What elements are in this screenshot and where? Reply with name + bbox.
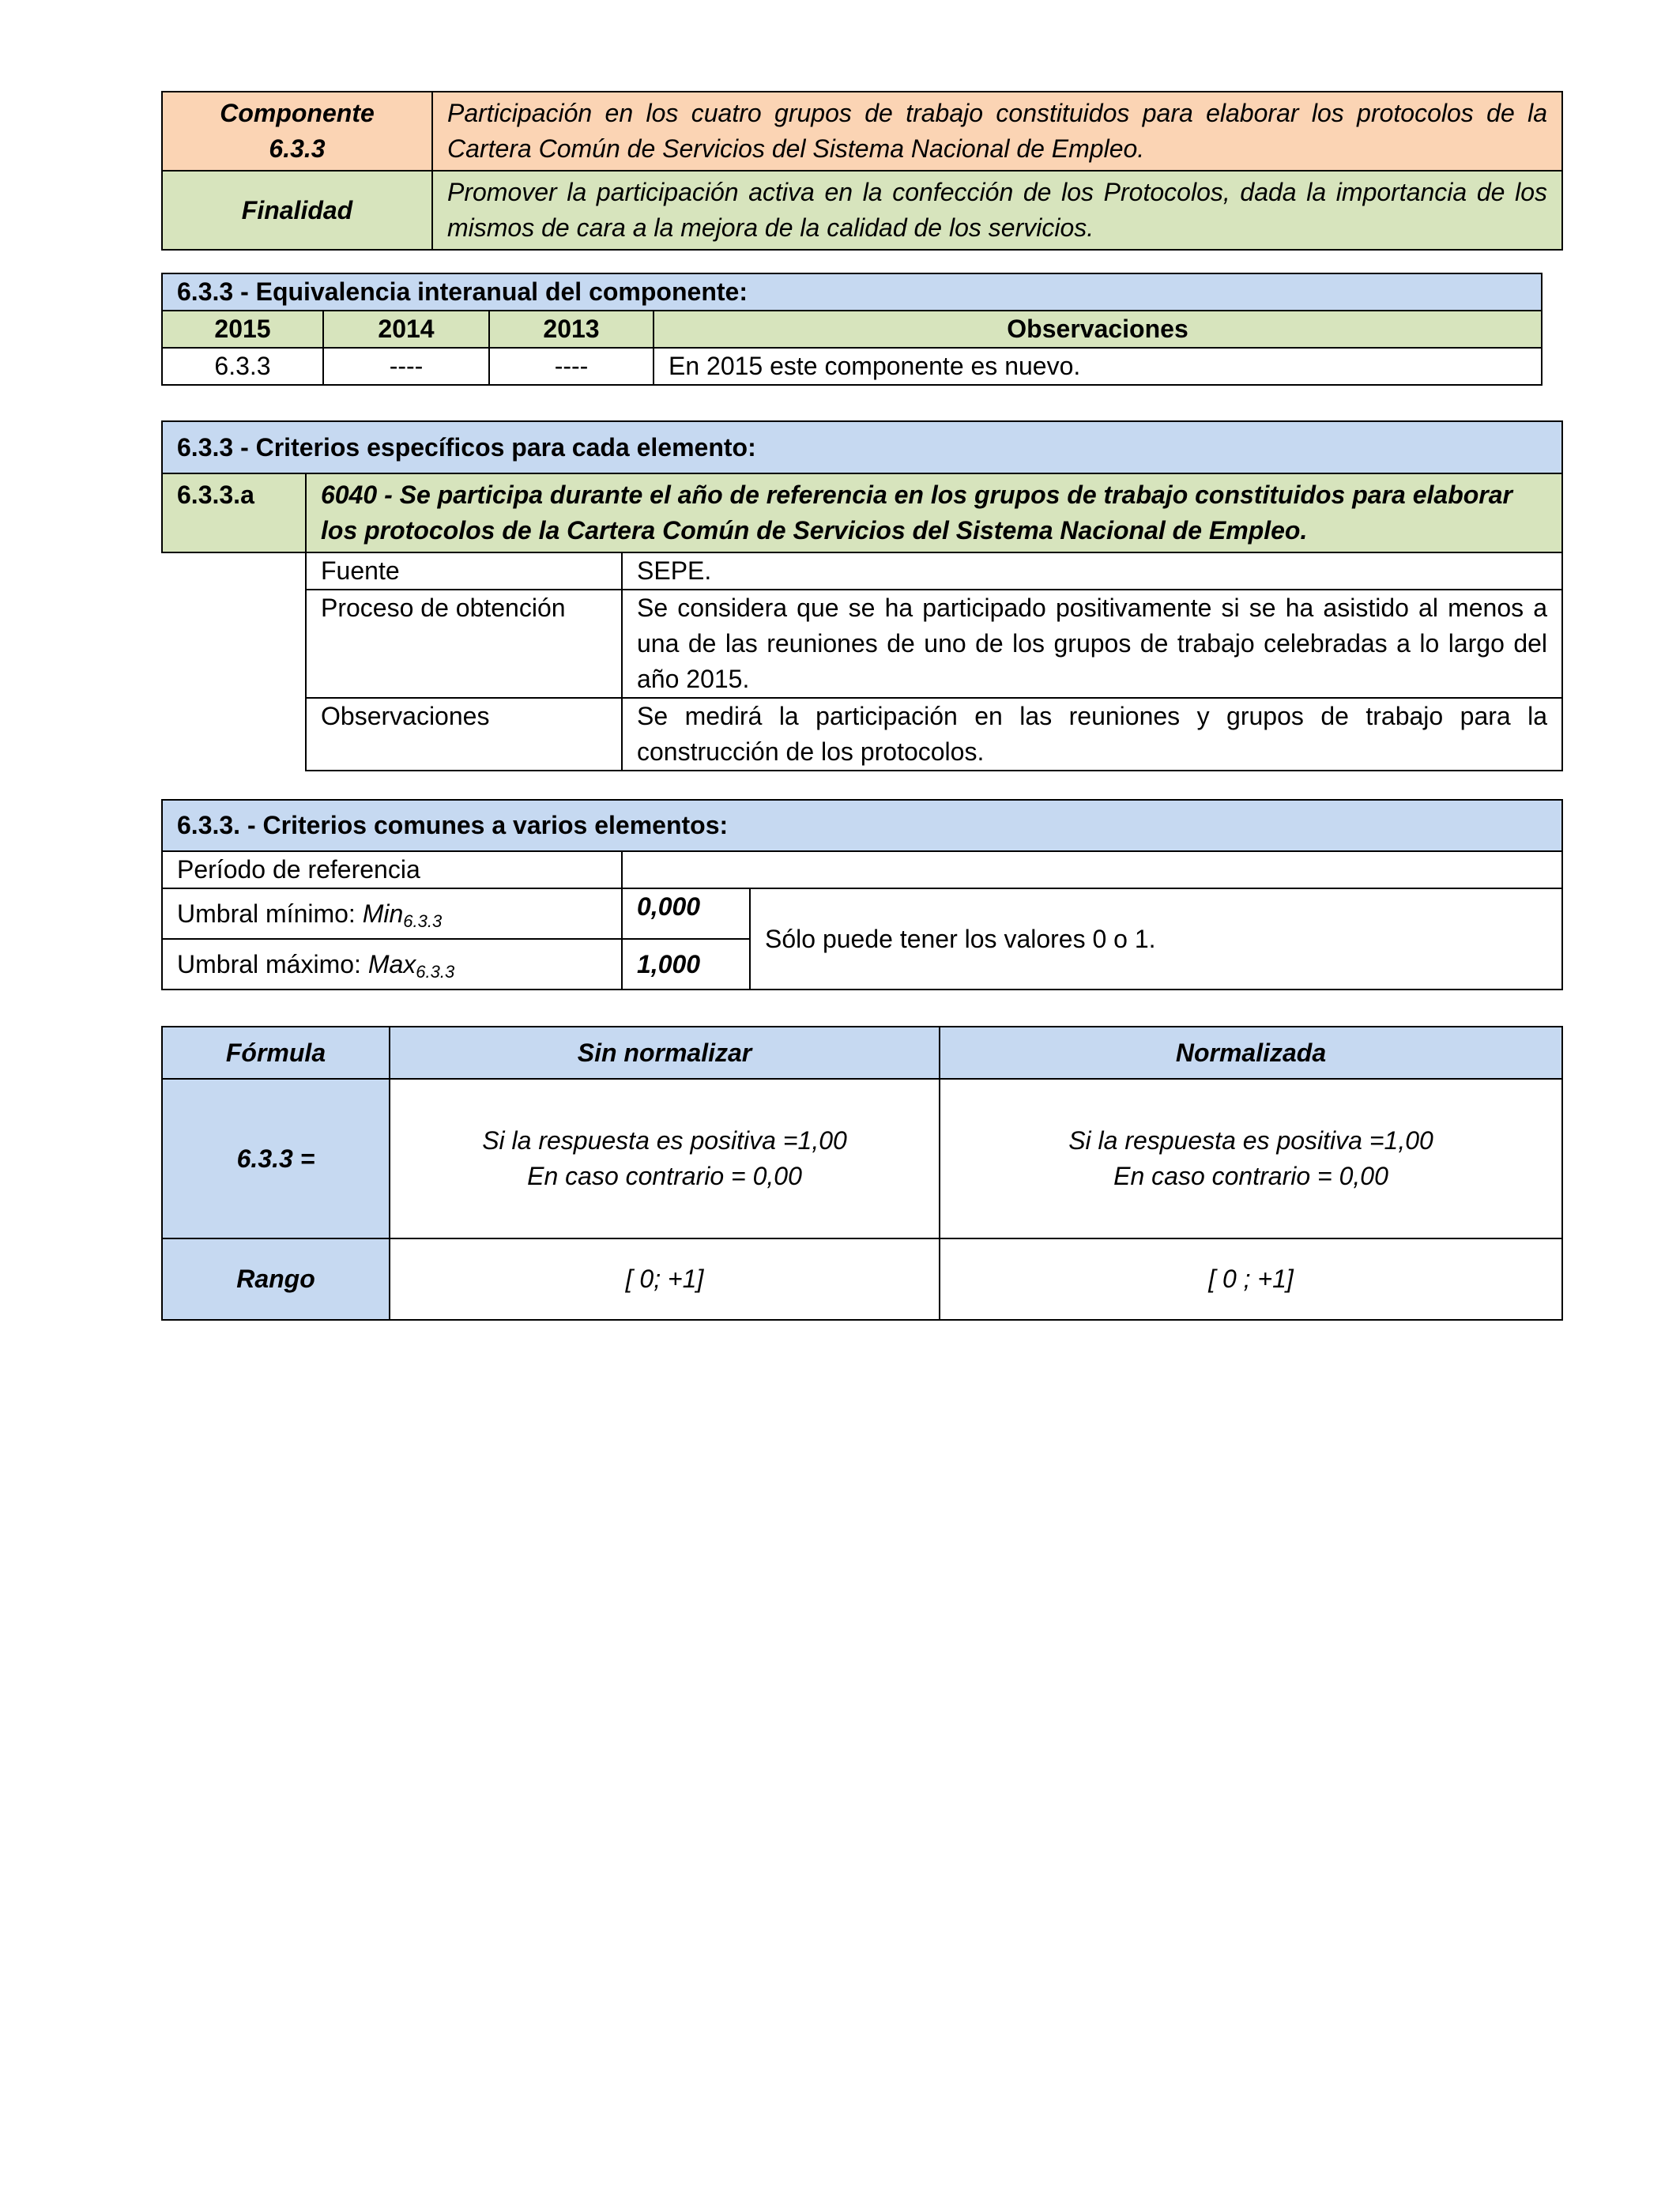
- sin-normalizar-header: Sin normalizar: [390, 1027, 940, 1079]
- normalizada-line-2: En caso contrario = 0,00: [1113, 1162, 1388, 1190]
- proceso-value: Se considera que se ha participado positivamente si se ha asistido al menos a una de las reuniones de uno de los grupos de trabajo celebradas a lo largo del año 2015.: [622, 590, 1562, 698]
- indent-spacer: [162, 552, 306, 771]
- equivalencia-header-2014: 2014: [323, 311, 489, 348]
- criterios-comunes-table: [161, 799, 1563, 990]
- umbral-minimo-label: [162, 888, 622, 939]
- equivalencia-cell-2014: ----: [323, 348, 489, 385]
- equivalencia-cell-2015: 6.3.3: [162, 348, 323, 385]
- equivalencia-header-observaciones: Observaciones: [654, 311, 1542, 348]
- component-label-cell: [162, 92, 432, 171]
- periodo-value: [622, 851, 1562, 888]
- equivalencia-header-2013: 2013: [489, 311, 654, 348]
- normalizada-header: Normalizada: [940, 1027, 1562, 1079]
- component-table: [161, 91, 1563, 251]
- formula-table: [161, 1026, 1563, 1321]
- umbral-note: Sólo puede tener los valores 0 o 1.: [750, 888, 1562, 990]
- umbral-minimo-sub: 6.3.3: [403, 910, 443, 931]
- formula-label: 6.3.3 =: [162, 1079, 390, 1238]
- fuente-label: Fuente: [306, 552, 622, 590]
- element-id: 6.3.3.a: [162, 473, 306, 552]
- sin-normalizar-formula: [390, 1079, 940, 1238]
- observaciones-label: Observaciones: [306, 698, 622, 771]
- normalizada-formula: [940, 1079, 1562, 1238]
- equivalencia-title: 6.3.3 - Equivalencia interanual del componente:: [162, 273, 1542, 311]
- equivalencia-cell-observaciones: En 2015 este componente es nuevo.: [654, 348, 1542, 385]
- equivalencia-table: [161, 273, 1543, 386]
- criterios-comunes-title: 6.3.3. - Criterios comunes a varios elementos:: [162, 800, 1562, 851]
- proceso-label: Proceso de obtención: [306, 590, 622, 698]
- umbral-minimo-text: Umbral mínimo:: [177, 899, 363, 928]
- umbral-maximo-value: 1,000: [622, 939, 750, 990]
- rango-normalizada: [ 0 ; +1]: [940, 1238, 1562, 1320]
- criterios-especificos-table: [161, 420, 1563, 771]
- rango-sin-normalizar: [ 0; +1]: [390, 1238, 940, 1320]
- fuente-value: SEPE.: [622, 552, 1562, 590]
- equivalencia-cell-2013: ----: [489, 348, 654, 385]
- sin-normalizar-line-1: Si la respuesta es positiva =1,00: [482, 1126, 847, 1155]
- component-label: Componente: [220, 99, 375, 127]
- finalidad-label: Finalidad: [162, 171, 432, 250]
- equivalencia-header-2015: 2015: [162, 311, 323, 348]
- component-description: Participación en los cuatro grupos de trabajo constituidos para elaborar los protocolos de la Cartera Común de Servicios del Sistema Nacional de Empleo.: [432, 92, 1562, 171]
- finalidad-text: Promover la participación activa en la confección de los Protocolos, dada la importancia de los mismos de cara a la mejora de la calidad de los servicios.: [432, 171, 1562, 250]
- periodo-label: Período de referencia: [162, 851, 622, 888]
- formula-header: Fórmula: [162, 1027, 390, 1079]
- umbral-maximo-text: Umbral máximo:: [177, 949, 368, 978]
- umbral-maximo-var: Max: [367, 949, 416, 978]
- observaciones-value: Se medirá la participación en las reuniones y grupos de trabajo para la construcción de los protocolos.: [622, 698, 1562, 771]
- element-description: 6040 - Se participa durante el año de referencia en los grupos de trabajo constituidos para elaborar los protocolos de la Cartera Común de Servicios del Sistema Nacional de Empleo.: [306, 473, 1562, 552]
- normalizada-line-1: Si la respuesta es positiva =1,00: [1068, 1126, 1433, 1155]
- component-number: 6.3.3: [269, 134, 326, 163]
- umbral-maximo-label: [162, 939, 622, 990]
- umbral-minimo-var: Min: [362, 899, 404, 928]
- rango-label: Rango: [162, 1238, 390, 1320]
- umbral-minimo-value: 0,000: [622, 888, 750, 939]
- umbral-maximo-sub: 6.3.3: [416, 961, 455, 982]
- criterios-especificos-title: 6.3.3 - Criterios específicos para cada elemento:: [162, 421, 1562, 473]
- sin-normalizar-line-2: En caso contrario = 0,00: [527, 1162, 802, 1190]
